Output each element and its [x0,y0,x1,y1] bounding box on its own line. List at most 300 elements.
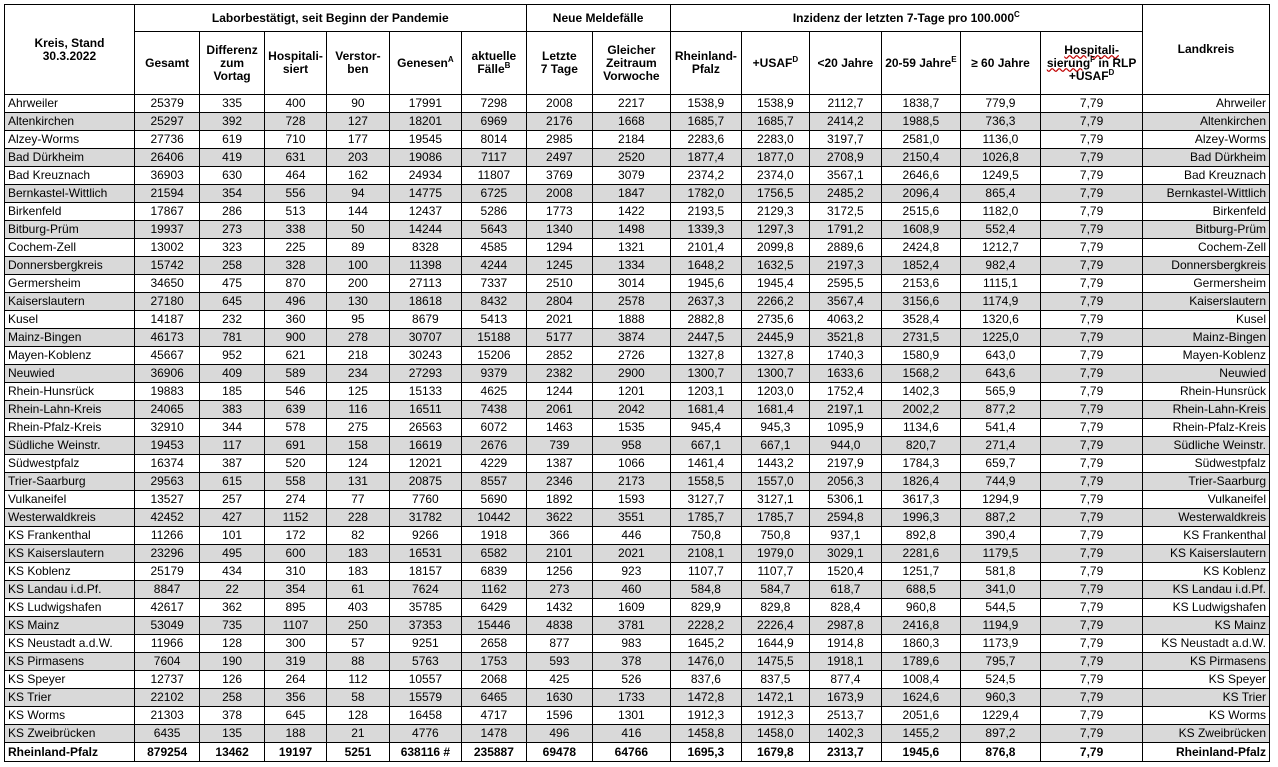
cell-letzte-7-tage: 1294 [526,239,592,257]
cell-hospitalisierung: 7,79 [1041,311,1143,329]
cell-genesen: 19545 [389,131,462,149]
cell-genesen: 24934 [389,167,462,185]
cell-verstorben: 218 [327,347,389,365]
cell-landkreis: Rhein-Pfalz-Kreis [1142,419,1269,437]
cell-gesamt: 15742 [134,257,199,275]
cell-landkreis: Birkenfeld [1142,203,1269,221]
cell-landkreis: KS Neustadt a.d.W. [1142,635,1269,653]
cell-inzidenz-usaf: 1475,5 [742,653,809,671]
cell-gleicher-zeitraum: 1498 [593,221,671,239]
cell-gesamt: 24065 [134,401,199,419]
cell-gesamt: 53049 [134,617,199,635]
cell-differenz: 387 [200,455,264,473]
cell-gesamt: 19453 [134,437,199,455]
cell-gesamt: 42452 [134,509,199,527]
cell-inzidenz-usaf: 1203,0 [742,383,809,401]
cell-differenz: 232 [200,311,264,329]
cell-inzidenz-usaf: 1756,5 [742,185,809,203]
cell-inzidenz-ue60: 524,5 [960,671,1041,689]
cell-inzidenz-20-59: 2153,6 [882,275,961,293]
cell-inzidenz-usaf: 1681,4 [742,401,809,419]
cell-landkreis: KS Mainz [1142,617,1269,635]
cell-hospitalisierung: 7,79 [1041,527,1143,545]
cell-inzidenz-20-59: 960,8 [882,599,961,617]
cell-verstorben: 5251 [327,743,389,762]
cell-inzidenz-ue60: 1026,8 [960,149,1041,167]
cell-hospitalisiert: 600 [264,545,326,563]
cell-genesen: 16531 [389,545,462,563]
cell-letzte-7-tage: 69478 [526,743,592,762]
cell-inzidenz-u20: 2708,9 [809,149,882,167]
header-row-columns [5,32,1270,95]
cell-inzidenz-u20: 3029,1 [809,545,882,563]
cell-kreis: Kusel [5,311,135,329]
cell-gleicher-zeitraum: 1422 [593,203,671,221]
cell-differenz: 495 [200,545,264,563]
cell-landkreis: Ahrweiler [1142,95,1269,113]
cell-inzidenz-u20: 3567,4 [809,293,882,311]
cell-letzte-7-tage: 366 [526,527,592,545]
cell-letzte-7-tage: 1387 [526,455,592,473]
cell-inzidenz-rlp: 1912,3 [670,707,742,725]
cell-differenz: 475 [200,275,264,293]
cell-inzidenz-ue60: 1136,0 [960,131,1041,149]
cell-inzidenz-usaf: 945,3 [742,419,809,437]
cell-gesamt: 879254 [134,743,199,762]
cell-letzte-7-tage: 2804 [526,293,592,311]
header-hospitalisierung-rate: Hospitali- sierung$^F$ in RLP $+USAF^D$ [1041,32,1143,95]
table-footer [5,743,1270,762]
cell-inzidenz-u20: 3197,7 [809,131,882,149]
cell-genesen: 30243 [389,347,462,365]
cell-hospitalisiert: 225 [264,239,326,257]
cell-verstorben: 228 [327,509,389,527]
header-group-neue-meldefaelle: Neue Meldefälle [526,5,670,32]
table-row [5,419,1270,437]
cell-inzidenz-rlp: 750,8 [670,527,742,545]
table-row [5,383,1270,401]
cell-genesen: 18201 [389,113,462,131]
cell-aktuelle-faelle: 6839 [462,563,527,581]
cell-inzidenz-ue60: 1294,9 [960,491,1041,509]
cell-inzidenz-rlp: 1538,9 [670,95,742,113]
cell-aktuelle-faelle: 2068 [462,671,527,689]
cell-gesamt: 36903 [134,167,199,185]
cell-genesen: 14775 [389,185,462,203]
cell-letzte-7-tage: 2852 [526,347,592,365]
cell-genesen: 14244 [389,221,462,239]
cell-letzte-7-tage: 2061 [526,401,592,419]
cell-landkreis: KS Zweibrücken [1142,725,1269,743]
cell-gesamt: 13002 [134,239,199,257]
cell-gleicher-zeitraum: 1066 [593,455,671,473]
cell-hospitalisierung: 7,79 [1041,491,1143,509]
cell-hospitalisiert: 354 [264,581,326,599]
cell-letzte-7-tage: 2510 [526,275,592,293]
cell-inzidenz-u20: 3521,8 [809,329,882,347]
header-20-59: 20-59 Jahre$^E$ [882,32,961,95]
cell-aktuelle-faelle: 4585 [462,239,527,257]
cell-inzidenz-usaf: 2374,0 [742,167,809,185]
cell-inzidenz-usaf: 3127,1 [742,491,809,509]
cell-letzte-7-tage: 1245 [526,257,592,275]
cell-aktuelle-faelle: 7438 [462,401,527,419]
cell-aktuelle-faelle: 5690 [462,491,527,509]
cell-letzte-7-tage: 2008 [526,95,592,113]
cell-inzidenz-rlp: 829,9 [670,599,742,617]
cell-aktuelle-faelle: 2676 [462,437,527,455]
table-row [5,275,1270,293]
cell-landkreis: Neuwied [1142,365,1269,383]
cell-differenz: 126 [200,671,264,689]
header-group-inzidenz: Inzidenz der letzten 7-Tage pro $100.000^C$ [670,5,1142,32]
cell-inzidenz-20-59: 1860,3 [882,635,961,653]
cell-inzidenz-usaf: 1538,9 [742,95,809,113]
cell-hospitalisierung: 7,79 [1041,671,1143,689]
cell-hospitalisierung: 7,79 [1041,131,1143,149]
cell-inzidenz-rlp: 2637,3 [670,293,742,311]
table-row [5,509,1270,527]
cell-inzidenz-ue60: 795,7 [960,653,1041,671]
cell-landkreis: Rheinland-Pfalz [1142,743,1269,762]
cell-kreis: Bernkastel-Wittlich [5,185,135,203]
cell-differenz: 185 [200,383,264,401]
cell-genesen: 12021 [389,455,462,473]
header-verstorben: Verstor- ben [327,32,389,95]
cell-kreis: Rhein-Lahn-Kreis [5,401,135,419]
cell-hospitalisiert: 710 [264,131,326,149]
cell-landkreis: Rhein-Hunsrück [1142,383,1269,401]
cell-landkreis: KS Trier [1142,689,1269,707]
cell-differenz: 101 [200,527,264,545]
cell-verstorben: 90 [327,95,389,113]
cell-inzidenz-rlp: 1648,2 [670,257,742,275]
header-kreis-stand: Kreis, Stand 30.3.2022 [5,5,135,95]
cell-gleicher-zeitraum: 1593 [593,491,671,509]
cell-aktuelle-faelle: 8557 [462,473,527,491]
cell-verstorben: 61 [327,581,389,599]
cell-kreis: Westerwaldkreis [5,509,135,527]
cell-inzidenz-20-59: 820,7 [882,437,961,455]
table-row [5,563,1270,581]
cell-hospitalisiert: 870 [264,275,326,293]
cell-gleicher-zeitraum: 460 [593,581,671,599]
cell-letzte-7-tage: 1892 [526,491,592,509]
cell-verstorben: 128 [327,707,389,725]
cell-inzidenz-ue60: 897,2 [960,725,1041,743]
cell-genesen: 15133 [389,383,462,401]
cell-inzidenz-ue60: 779,9 [960,95,1041,113]
cell-kreis: Donnersbergkreis [5,257,135,275]
cell-gleicher-zeitraum: 378 [593,653,671,671]
cell-gesamt: 21594 [134,185,199,203]
cell-gesamt: 13527 [134,491,199,509]
cell-gesamt: 6435 [134,725,199,743]
cell-inzidenz-20-59: 1008,4 [882,671,961,689]
cell-gesamt: 27180 [134,293,199,311]
cell-inzidenz-20-59: 892,8 [882,527,961,545]
cell-kreis: KS Koblenz [5,563,135,581]
cell-inzidenz-usaf: 2735,6 [742,311,809,329]
cell-verstorben: 77 [327,491,389,509]
cell-inzidenz-ue60: 1194,9 [960,617,1041,635]
cell-inzidenz-u20: 2197,9 [809,455,882,473]
cell-inzidenz-20-59: 1568,2 [882,365,961,383]
cell-hospitalisiert: 172 [264,527,326,545]
cell-inzidenz-usaf: 1979,0 [742,545,809,563]
header-rheinland-pfalz: Rheinland- Pfalz [670,32,742,95]
cell-inzidenz-usaf: 584,7 [742,581,809,599]
cell-inzidenz-usaf: 1644,9 [742,635,809,653]
cell-inzidenz-20-59: 1996,3 [882,509,961,527]
cell-inzidenz-20-59: 1624,6 [882,689,961,707]
cell-landkreis: Kusel [1142,311,1269,329]
cell-genesen: 18157 [389,563,462,581]
cell-aktuelle-faelle: 6969 [462,113,527,131]
cell-inzidenz-ue60: 1182,0 [960,203,1041,221]
cell-inzidenz-20-59: 1784,3 [882,455,961,473]
cell-letzte-7-tage: 273 [526,581,592,599]
cell-gleicher-zeitraum: 1535 [593,419,671,437]
cell-hospitalisiert: 895 [264,599,326,617]
table-row [5,707,1270,725]
cell-inzidenz-u20: 828,4 [809,599,882,617]
header-landkreis: Landkreis [1142,5,1269,95]
cell-hospitalisiert: 19197 [264,743,326,762]
cell-differenz: 190 [200,653,264,671]
cell-hospitalisiert: 310 [264,563,326,581]
cell-landkreis: Bernkastel-Wittlich [1142,185,1269,203]
cell-inzidenz-u20: 5306,1 [809,491,882,509]
cell-gesamt: 16374 [134,455,199,473]
cell-gleicher-zeitraum: 2578 [593,293,671,311]
cell-genesen: 27113 [389,275,462,293]
cell-inzidenz-usaf: 1557,0 [742,473,809,491]
cell-landkreis: KS Kaiserslautern [1142,545,1269,563]
cell-differenz: 434 [200,563,264,581]
cell-verstorben: 88 [327,653,389,671]
table-row [5,149,1270,167]
header-gesamt: Gesamt [134,32,199,95]
cell-gesamt: 25379 [134,95,199,113]
cell-inzidenz-ue60: 1320,6 [960,311,1041,329]
cell-letzte-7-tage: 2176 [526,113,592,131]
cell-inzidenz-rlp: 1458,8 [670,725,742,743]
cell-inzidenz-20-59: 3156,6 [882,293,961,311]
table-row [5,599,1270,617]
cell-inzidenz-usaf: 1443,2 [742,455,809,473]
cell-hospitalisierung: 7,79 [1041,419,1143,437]
total-row [5,743,1270,762]
cell-inzidenz-20-59: 2281,6 [882,545,961,563]
cell-inzidenz-u20: 2313,7 [809,743,882,762]
cell-inzidenz-rlp: 1300,7 [670,365,742,383]
cell-gesamt: 7604 [134,653,199,671]
cell-gesamt: 11266 [134,527,199,545]
table-row [5,527,1270,545]
cell-kreis: Mainz-Bingen [5,329,135,347]
cell-inzidenz-20-59: 2096,4 [882,185,961,203]
cell-inzidenz-ue60: 1173,9 [960,635,1041,653]
cell-letzte-7-tage: 496 [526,725,592,743]
cell-inzidenz-rlp: 1203,1 [670,383,742,401]
cell-hospitalisierung: 7,79 [1041,635,1143,653]
cell-hospitalisiert: 520 [264,455,326,473]
cell-aktuelle-faelle: 7117 [462,149,527,167]
cell-verstorben: 158 [327,437,389,455]
cell-aktuelle-faelle: 8014 [462,131,527,149]
cell-gleicher-zeitraum: 958 [593,437,671,455]
cell-inzidenz-usaf: 2266,2 [742,293,809,311]
cell-gleicher-zeitraum: 526 [593,671,671,689]
cell-verstorben: 234 [327,365,389,383]
cell-verstorben: 125 [327,383,389,401]
table-row [5,221,1270,239]
cell-letzte-7-tage: 739 [526,437,592,455]
cell-hospitalisiert: 274 [264,491,326,509]
cell-inzidenz-rlp: 2882,8 [670,311,742,329]
cell-inzidenz-usaf: 1458,0 [742,725,809,743]
cell-aktuelle-faelle: 1162 [462,581,527,599]
table-row [5,365,1270,383]
cell-landkreis: Kaiserslautern [1142,293,1269,311]
cell-kreis: Südliche Weinstr. [5,437,135,455]
cell-landkreis: Südwestpfalz [1142,455,1269,473]
cell-differenz: 335 [200,95,264,113]
cell-differenz: 952 [200,347,264,365]
cell-genesen: 8328 [389,239,462,257]
cell-aktuelle-faelle: 4625 [462,383,527,401]
cell-letzte-7-tage: 1773 [526,203,592,221]
cell-genesen: 9266 [389,527,462,545]
cell-inzidenz-rlp: 667,1 [670,437,742,455]
cell-aktuelle-faelle: 9379 [462,365,527,383]
table-row [5,545,1270,563]
cell-gleicher-zeitraum: 2726 [593,347,671,365]
cell-differenz: 383 [200,401,264,419]
cell-verstorben: 112 [327,671,389,689]
cell-differenz: 13462 [200,743,264,762]
cell-gesamt: 45667 [134,347,199,365]
cell-inzidenz-usaf: 1945,4 [742,275,809,293]
cell-inzidenz-20-59: 2515,6 [882,203,961,221]
cell-gleicher-zeitraum: 2042 [593,401,671,419]
cell-genesen: 35785 [389,599,462,617]
cell-letzte-7-tage: 1463 [526,419,592,437]
cell-landkreis: Rhein-Lahn-Kreis [1142,401,1269,419]
cell-inzidenz-usaf: 829,8 [742,599,809,617]
cell-hospitalisiert: 639 [264,401,326,419]
cell-kreis: Vulkaneifel [5,491,135,509]
cell-inzidenz-rlp: 584,8 [670,581,742,599]
cell-inzidenz-rlp: 1558,5 [670,473,742,491]
cell-inzidenz-u20: 2414,2 [809,113,882,131]
cell-inzidenz-rlp: 2108,1 [670,545,742,563]
cell-letzte-7-tage: 2008 [526,185,592,203]
cell-inzidenz-ue60: 565,9 [960,383,1041,401]
cell-differenz: 258 [200,689,264,707]
header-ueber-60: ≥ 60 Jahre [960,32,1041,95]
cell-landkreis: Trier-Saarburg [1142,473,1269,491]
cell-aktuelle-faelle: 15188 [462,329,527,347]
cell-gesamt: 25297 [134,113,199,131]
cell-aktuelle-faelle: 235887 [462,743,527,762]
cell-verstorben: 144 [327,203,389,221]
cell-inzidenz-rlp: 1945,6 [670,275,742,293]
cell-inzidenz-20-59: 2150,4 [882,149,961,167]
cell-differenz: 354 [200,185,264,203]
cell-gesamt: 25179 [134,563,199,581]
cell-kreis: Mayen-Koblenz [5,347,135,365]
cell-kreis: Birkenfeld [5,203,135,221]
cell-genesen: 31782 [389,509,462,527]
cell-differenz: 419 [200,149,264,167]
cell-gesamt: 42617 [134,599,199,617]
cell-inzidenz-u20: 944,0 [809,437,882,455]
cell-hospitalisierung: 7,79 [1041,599,1143,617]
cell-inzidenz-usaf: 2129,3 [742,203,809,221]
cell-verstorben: 183 [327,563,389,581]
cell-inzidenz-usaf: 2283,0 [742,131,809,149]
cell-hospitalisiert: 264 [264,671,326,689]
cell-verstorben: 177 [327,131,389,149]
cell-genesen: 9251 [389,635,462,653]
cell-inzidenz-20-59: 2002,2 [882,401,961,419]
cell-aktuelle-faelle: 2658 [462,635,527,653]
cell-aktuelle-faelle: 6465 [462,689,527,707]
cell-inzidenz-20-59: 2581,0 [882,131,961,149]
cell-inzidenz-ue60: 876,8 [960,743,1041,762]
cell-verstorben: 94 [327,185,389,203]
cell-inzidenz-usaf: 667,1 [742,437,809,455]
cell-gleicher-zeitraum: 1201 [593,383,671,401]
cell-inzidenz-ue60: 552,4 [960,221,1041,239]
cell-gesamt: 26406 [134,149,199,167]
cell-inzidenz-u20: 1791,2 [809,221,882,239]
cell-genesen: 18618 [389,293,462,311]
table-row [5,329,1270,347]
cell-verstorben: 58 [327,689,389,707]
cell-aktuelle-faelle: 6725 [462,185,527,203]
cell-letzte-7-tage: 593 [526,653,592,671]
cell-inzidenz-20-59: 688,5 [882,581,961,599]
cell-landkreis: Bad Kreuznach [1142,167,1269,185]
cell-gesamt: 21303 [134,707,199,725]
cell-verstorben: 403 [327,599,389,617]
cell-aktuelle-faelle: 15206 [462,347,527,365]
cell-inzidenz-ue60: 865,4 [960,185,1041,203]
cell-aktuelle-faelle: 6582 [462,545,527,563]
cell-hospitalisierung: 7,79 [1041,347,1143,365]
cell-differenz: 645 [200,293,264,311]
cell-genesen: 15579 [389,689,462,707]
cell-verstorben: 127 [327,113,389,131]
cell-inzidenz-u20: 1740,3 [809,347,882,365]
cell-inzidenz-rlp: 3127,7 [670,491,742,509]
header-differenz: Differenz zum Vortag [200,32,264,95]
cell-inzidenz-rlp: 1645,2 [670,635,742,653]
cell-inzidenz-rlp: 945,4 [670,419,742,437]
cell-inzidenz-usaf: 1107,7 [742,563,809,581]
cell-hospitalisiert: 496 [264,293,326,311]
cell-gleicher-zeitraum: 446 [593,527,671,545]
cell-gesamt: 36906 [134,365,199,383]
cell-inzidenz-ue60: 1249,5 [960,167,1041,185]
cell-kreis: Cochem-Zell [5,239,135,257]
cell-differenz: 128 [200,635,264,653]
cell-verstorben: 278 [327,329,389,347]
cell-hospitalisierung: 7,79 [1041,509,1143,527]
